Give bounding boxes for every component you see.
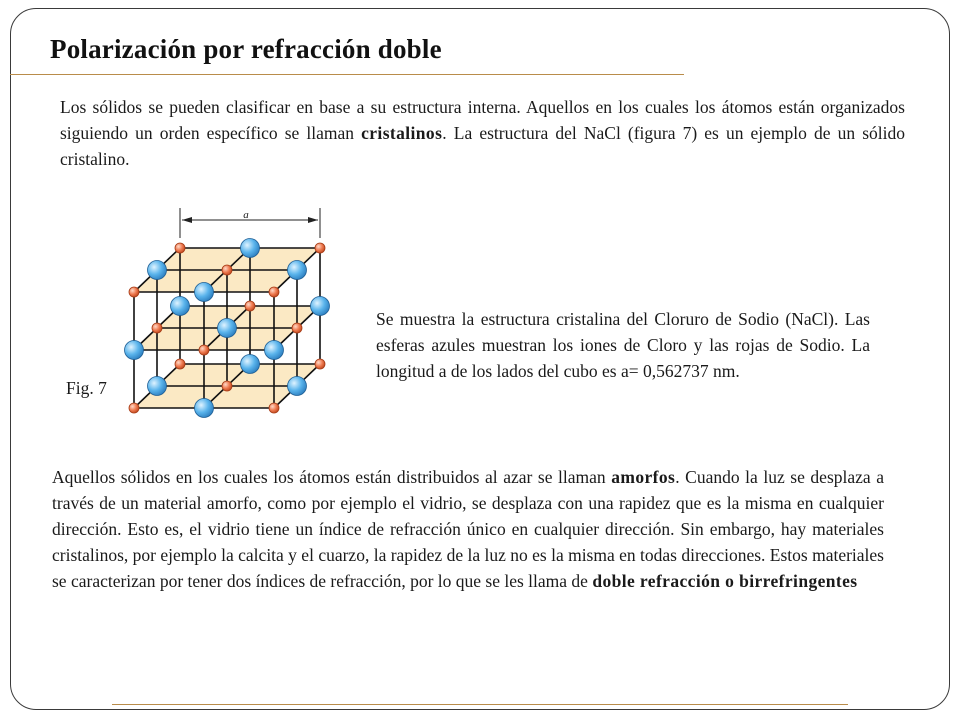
amorphous-text-2: . Cuando la luz se desplaza a través de un material amorfo, como por ejemplo el vidrio, se desplaza con una rapidez que es la misma en cualquier dirección. Esto es, el vidrio tiene un índice de refracción único en cualquier dirección. Sin embargo, hay materiales cristalinos, por ejemplo la calcita y el cuarzo, la rapidez de la luz no es la misma en todas direcciones. Estos materiales se caracterizan por tener dos índices de refracción, por lo que se les llama de xyxy=(52,467,884,591)
dimension-marker xyxy=(180,208,320,238)
term-amorfos: amorfos xyxy=(611,467,676,487)
intro-text-1: Los sólidos se pueden clasificar en base a su estructura interna. Aquellos en los cuales los átomos están organizados siguiendo un orden específico se llaman xyxy=(60,97,905,143)
chlorine-ion xyxy=(218,319,237,338)
chlorine-ion xyxy=(288,261,307,280)
sodium-ion xyxy=(222,265,232,275)
chlorine-ion xyxy=(311,297,330,316)
amorphous-text-1: Aquellos sólidos en los cuales los átomos están distribuidos al azar se llaman xyxy=(52,467,612,487)
lattice-ions xyxy=(125,239,330,418)
nacl-crystal-illustration xyxy=(118,200,350,422)
chlorine-ion xyxy=(148,377,167,396)
sodium-ion xyxy=(175,359,185,369)
sodium-ion xyxy=(129,403,139,413)
dimension-label: a xyxy=(243,209,249,221)
intro-paragraph xyxy=(60,94,905,172)
chlorine-ion xyxy=(195,399,214,418)
title-underline xyxy=(10,74,684,75)
amorphous-paragraph xyxy=(52,464,884,594)
sodium-ion xyxy=(269,287,279,297)
sodium-ion xyxy=(129,287,139,297)
sodium-ion xyxy=(152,323,162,333)
sodium-ion xyxy=(222,381,232,391)
sodium-ion xyxy=(199,345,209,355)
intro-text-2: . La estructura del NaCl (figura 7) es un ejemplo de un sólido cristalino. xyxy=(60,123,905,169)
sodium-ion xyxy=(175,243,185,253)
chlorine-ion xyxy=(148,261,167,280)
figure-label: Fig. 7 xyxy=(66,378,107,398)
figure-caption: Se muestra la estructura cristalina del Cloruro de Sodio (NaCl). Las esferas azules muestran los iones de Cloro y las rojas de Sodio. La longitud a de los lados del cubo es a= 0,562737 nm. xyxy=(376,309,870,381)
chlorine-ion xyxy=(288,377,307,396)
term-cristalinos: cristalinos xyxy=(361,123,443,143)
footer-rule xyxy=(112,704,848,705)
slide-title: Polarización por refracción doble xyxy=(50,34,442,64)
sodium-ion xyxy=(245,301,255,311)
sodium-ion xyxy=(315,243,325,253)
sodium-ion xyxy=(292,323,302,333)
chlorine-ion xyxy=(241,239,260,258)
sodium-ion xyxy=(269,403,279,413)
term-birrefringentes: doble refracción o birrefringentes xyxy=(592,571,858,591)
chlorine-ion xyxy=(195,283,214,302)
sodium-ion xyxy=(315,359,325,369)
chlorine-ion xyxy=(241,355,260,374)
chlorine-ion xyxy=(265,341,284,360)
chlorine-ion xyxy=(125,341,144,360)
chlorine-ion xyxy=(171,297,190,316)
